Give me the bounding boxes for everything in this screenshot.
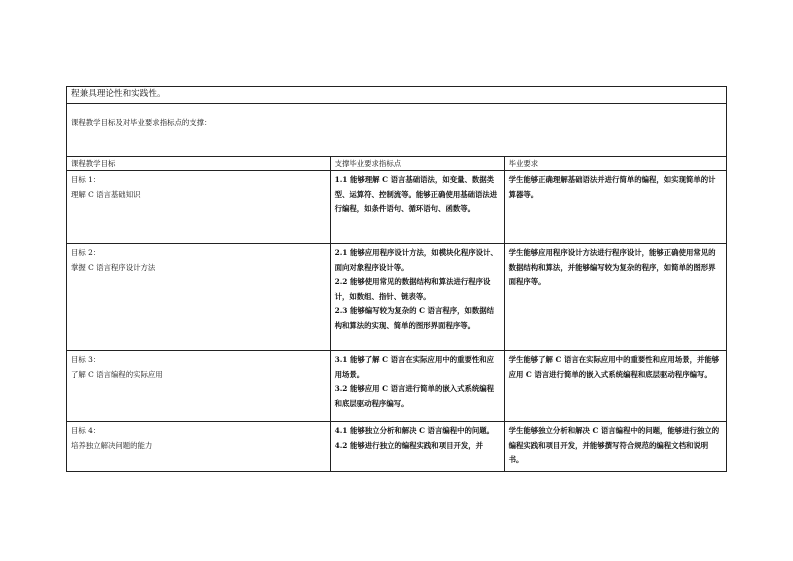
indicators-cell <box>330 351 504 422</box>
indicator-item: 4.1 能够独立分析和解决 C 语言编程中的问题。 <box>334 426 495 435</box>
objective-title: 目标 2： <box>71 248 101 257</box>
indicators-cell <box>330 171 504 244</box>
table-row <box>67 351 727 422</box>
table-row <box>67 422 727 472</box>
requirement-cell: 学生能够独立分析和解决 C 语言编程中的问题，能够进行独立的编程实践和项目开发，并能够撰写符合规范的编程文档和说明书。 <box>504 422 726 472</box>
objectives-table <box>66 86 727 472</box>
objective-title: 目标 1： <box>71 175 101 184</box>
intro-row <box>67 87 727 104</box>
header-row <box>67 157 727 171</box>
support-row <box>67 104 727 157</box>
objective-cell <box>67 244 331 351</box>
requirement-cell: 学生能够应用程序设计方法进行程序设计，能够正确使用常见的数据结构和算法，并能够编写较为复杂的程序，如简单的图形界面程序等。 <box>504 244 726 351</box>
objective-cell <box>67 171 331 244</box>
objective-desc: 掌握 C 语言程序设计方法 <box>71 262 156 272</box>
header-indicators: 支撑毕业要求指标点 <box>330 157 504 171</box>
header-objective: 课程教学目标 <box>67 157 331 171</box>
table-row <box>67 171 727 244</box>
indicator-item: 2.3 能够编写较为复杂的 C 语言程序，如数据结构和算法的实现、简单的图形界面程序等。 <box>334 306 495 330</box>
objective-cell <box>67 351 331 422</box>
header-requirement: 毕业要求 <box>504 157 726 171</box>
indicator-item: 1.1 能够理解 C 语言基础语法，如变量、数据类型、运算符、控制流等。能够正确使用基础语法进行编程，如条件语句、循环语句、函数等。 <box>334 175 498 213</box>
objective-desc: 理解 C 语言基础知识 <box>71 189 141 199</box>
indicators-cell <box>330 422 504 472</box>
objective-title: 目标 3： <box>71 355 101 364</box>
indicator-item: 3.1 能够了解 C 语言在实际应用中的重要性和应用场景。 <box>334 355 495 379</box>
requirement-cell: 学生能够正确理解基础语法并进行简单的编程，如实现简单的计算器等。 <box>504 171 726 244</box>
objective-desc: 培养独立解决问题的能力 <box>71 440 153 450</box>
indicator-item: 2.2 能够使用常见的数据结构和算法进行程序设计，如数组、指针、链表等。 <box>334 277 491 301</box>
objective-cell <box>67 422 331 472</box>
table-row <box>67 244 727 351</box>
indicator-item: 2.1 能够应用程序设计方法，如模块化程序设计、面向对象程序设计等。 <box>334 248 498 272</box>
indicator-item: 3.2 能够应用 C 语言进行简单的嵌入式系统编程和底层驱动程序编写。 <box>334 384 495 408</box>
indicator-item: 4.2 能够进行独立的编程实践和项目开发，并 <box>334 440 484 450</box>
support-text: 课程教学目标及对毕业要求指标点的支撑： <box>67 104 727 157</box>
objective-title: 目标 4： <box>71 426 101 435</box>
requirement-cell: 学生能够了解 C 语言在实际应用中的重要性和应用场景，并能够应用 C 语言进行简单的嵌入式系统编程和底层驱动程序编写。 <box>504 351 726 422</box>
indicators-cell <box>330 244 504 351</box>
objective-desc: 了解 C 语言编程的实际应用 <box>71 369 163 379</box>
intro-text: 程兼具理论性和实践性。 <box>67 87 727 104</box>
